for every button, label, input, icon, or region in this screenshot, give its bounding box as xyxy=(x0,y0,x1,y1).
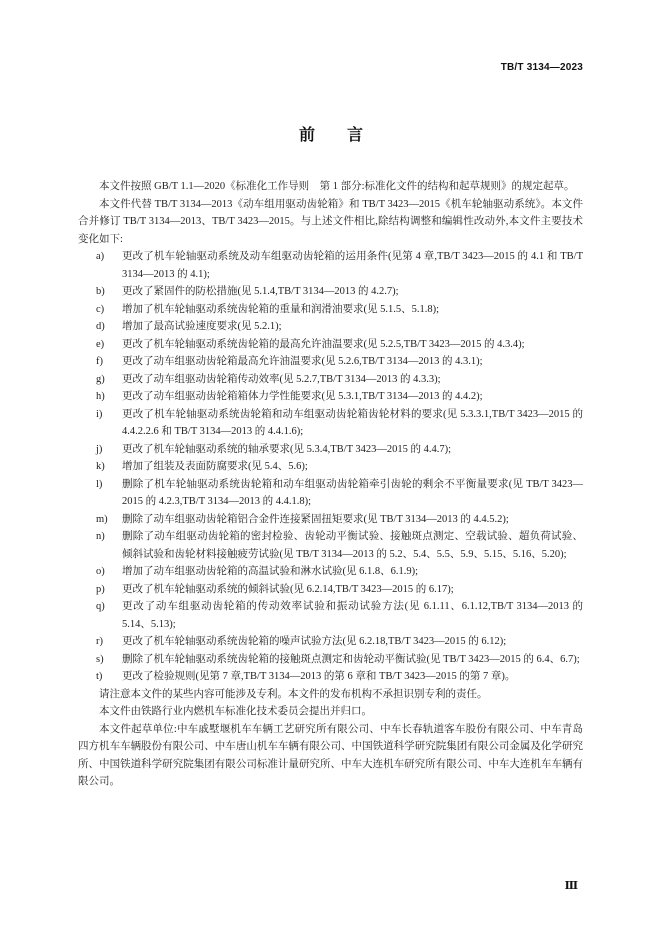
list-item-text: 删除了机车轮轴驱动系统齿轮箱的接触斑点测定和齿轮动平衡试验(见 TB/T 3423—2015 的 6.4、6.7); xyxy=(122,653,580,665)
list-item-text: 增加了机车轮轴驱动系统齿轮箱的重量和润滑油要求(见 5.1.5、5.1.8); xyxy=(122,303,440,315)
list-item-text: 增加了组装及表面防腐要求(见 5.4、5.6); xyxy=(122,461,308,472)
list-item-text: 更改了检验规则(见第 7 章,TB/T 3134—2013 的第 6 章和 TB/T 3423—2015 的第 7 章)。 xyxy=(122,671,516,682)
list-item-text: 删除了动车组驱动齿轮箱铝合金件连接紧固扭矩要求(见 TB/T 3134—2013 的 4.4.5.2); xyxy=(122,513,509,525)
list-item xyxy=(78,336,583,354)
standard-number-header: TB/T 3134—2023 xyxy=(500,62,583,73)
intro-paragraph: 本文件代替 TB/T 3134—2013《动车组用驱动齿轮箱》和 TB/T 3423—2015《机车轮轴驱动系统》。本文件合并修订 TB/T 3134—2013、TB/T 3423—2015。与上述文件相比,除结构调整和编辑性改动外,本文件主要技术变化如下: xyxy=(78,198,583,245)
proposer-statement: 本文件由铁路行业内燃机车标准化技术委员会提出并归口。 xyxy=(99,706,372,717)
list-item xyxy=(78,371,583,389)
list-item xyxy=(78,511,583,529)
list-item xyxy=(78,301,583,319)
list-item xyxy=(78,283,583,301)
technical-changes-list xyxy=(78,248,583,686)
list-item-text: 增加了最高试验速度要求(见 5.2.1); xyxy=(122,321,282,332)
list-item xyxy=(78,633,583,651)
list-item-text: 更改了动车组驱动齿轮箱传动效率(见 5.2.7,TB/T 3134—2013 的 4.3.3); xyxy=(122,373,441,385)
list-item xyxy=(78,598,583,633)
list-item-label: m) xyxy=(96,513,108,525)
list-item-label: d) xyxy=(96,321,105,332)
list-item-label: i) xyxy=(96,408,103,420)
list-item xyxy=(78,388,583,406)
list-item xyxy=(78,441,583,459)
list-item-label: t) xyxy=(96,671,103,682)
patent-notice: 请注意本文件的某些内容可能涉及专利。本文件的发布机构不承担识别专利的责任。 xyxy=(99,688,488,700)
list-item-label: n) xyxy=(96,531,105,542)
list-item xyxy=(78,476,583,511)
list-item-label: b) xyxy=(96,286,105,297)
list-item-text: 更改了动车组驱动齿轮箱箱体力学性能要求(见 5.3.1,TB/T 3134—2013 的 4.4.2); xyxy=(122,391,483,402)
list-item xyxy=(78,668,583,686)
list-item xyxy=(78,528,583,563)
list-item-label: h) xyxy=(96,391,105,402)
list-item-text: 更改了机车轮轴驱动系统齿轮箱和动车组驱动齿轮箱齿轮材料的要求(见 5.3.3.1,TB/T 3423—2015 的 4.4.2.2.6 和 TB/T 3134—2013 的 4.4.1.6); xyxy=(122,408,583,437)
list-item-text: 更改了机车轮轴驱动系统齿轮箱的最高允许油温要求(见 5.2.5,TB/T 3423—2015 的 4.3.4); xyxy=(122,338,525,350)
list-item-label: o) xyxy=(96,566,105,577)
intro-paragraph: 本文件按照 GB/T 1.1—2020《标准化工作导则 第 1 部分:标准化文件的结构和起草规则》的规定起草。 xyxy=(99,181,575,192)
list-item-label: g) xyxy=(96,373,105,385)
list-item-label: l) xyxy=(96,478,103,490)
list-item xyxy=(78,651,583,669)
list-item-label: r) xyxy=(96,636,103,647)
list-item-label: a) xyxy=(96,251,105,262)
list-item-text: 增加了动车组驱动齿轮箱的高温试验和淋水试验(见 6.1.8、6.1.9); xyxy=(122,566,419,577)
list-item-label: q) xyxy=(96,601,105,612)
list-item-label: c) xyxy=(96,303,105,315)
list-item xyxy=(78,248,583,283)
list-item-label: k) xyxy=(96,461,105,472)
list-item xyxy=(78,318,583,336)
list-item-text: 删除了动车组驱动齿轮箱的密封检验、齿轮动平衡试验、接触斑点测定、空载试验、超负荷试验、倾斜试验和齿轮材料接触疲劳试验(见 TB/T 3134—2013 的 5.2、5.4、5.5、5.9、5.15、5.16、5.20); xyxy=(122,531,583,560)
list-item-label: f) xyxy=(96,356,103,367)
list-item xyxy=(78,581,583,599)
list-item-label: s) xyxy=(96,653,104,665)
list-item-label: p) xyxy=(96,583,105,595)
drafting-organizations: 本文件起草单位:中车戚墅堰机车车辆工艺研究所有限公司、中车长春轨道客车股份有限公司、中车青岛四方机车车辆股份有限公司、中车唐山机车车辆有限公司、中国铁道科学研究院集团有限公司金属及化学研究所、中国铁道科学研究院集团有限公司标准计量研究所、中车大连机车研究所有限公司、中车大连机车车辆有限公司。 xyxy=(78,723,583,787)
list-item-text: 更改了机车轮轴驱动系统及动车组驱动齿轮箱的运用条件(见第 4 章,TB/T 3423—2015 的 4.1 和 TB/T 3134—2013 的 4.1); xyxy=(122,251,583,280)
list-item xyxy=(78,406,583,441)
list-item-text: 更改了动车组驱动齿轮箱的传动效率试验和振动试验方法(见 6.1.11、6.1.12,TB/T 3134—2013 的 5.14、5.13); xyxy=(122,601,583,630)
list-item-text: 删除了机车轮轴驱动系统齿轮箱和动车组驱动齿轮箱牵引齿轮的剩余不平衡量要求(见 TB/T 3423—2015 的 4.2.3,TB/T 3134—2013 的 4.4.1.8); xyxy=(122,478,583,507)
list-item-text: 更改了机车轮轴驱动系统的轴承要求(见 5.3.4,TB/T 3423—2015 的 4.4.7); xyxy=(122,443,452,455)
list-item xyxy=(78,353,583,371)
list-item xyxy=(78,458,583,476)
list-item-label: e) xyxy=(96,338,105,350)
list-item-text: 更改了动车组驱动齿轮箱最高允许油温要求(见 5.2.6,TB/T 3134—2013 的 4.3.1); xyxy=(122,356,483,367)
list-item-label: j) xyxy=(96,443,103,455)
list-item-text: 更改了机车轮轴驱动系统的倾斜试验(见 6.2.14,TB/T 3423—2015 的 6.17); xyxy=(122,583,454,595)
page-title: 前言 xyxy=(298,125,395,144)
page-number: Ⅲ xyxy=(564,879,578,892)
list-item xyxy=(78,563,583,581)
list-item-text: 更改了机车轮轴驱动系统齿轮箱的噪声试验方法(见 6.2.18,TB/T 3423—2015 的 6.12); xyxy=(122,636,507,647)
list-item-text: 更改了紧固件的防松措施(见 5.1.4,TB/T 3134—2013 的 4.2.7); xyxy=(122,286,399,297)
foreword-body xyxy=(78,178,583,791)
